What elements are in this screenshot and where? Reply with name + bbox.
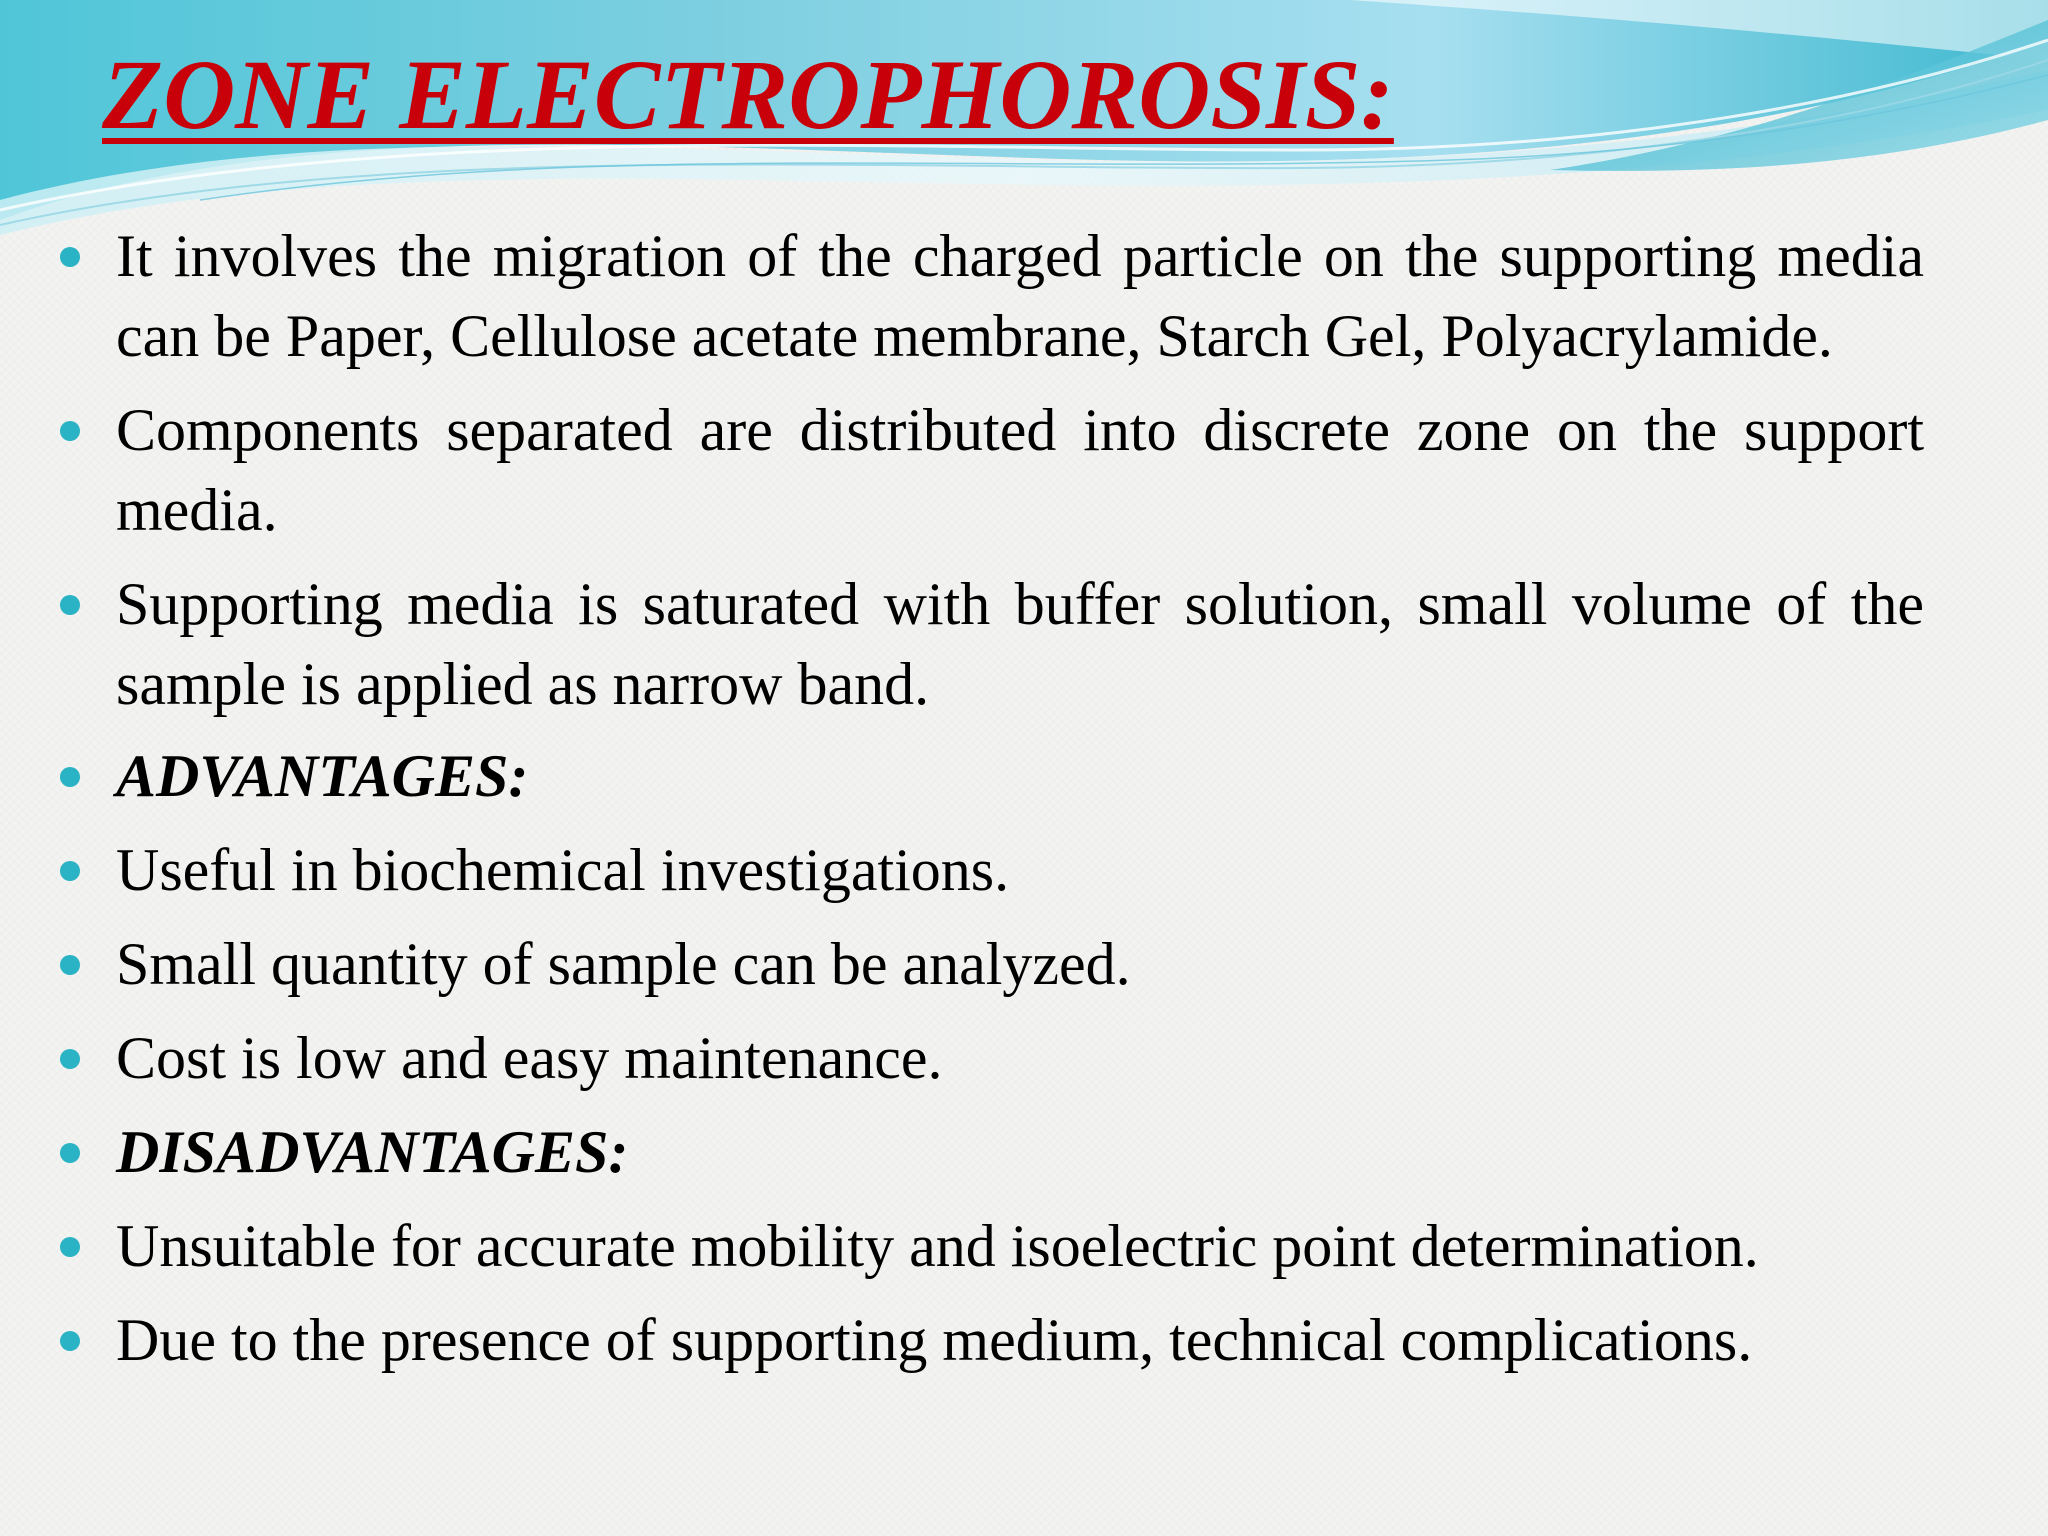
- bullet-text: Unsuitable for accurate mobility and isoelectric point determination.: [116, 1213, 1759, 1279]
- round-bullet-icon: [60, 247, 80, 267]
- bullet-item: [58, 216, 1924, 376]
- bullet-text: DISADVANTAGES:: [116, 1119, 629, 1185]
- bullet-text: Cost is low and easy maintenance.: [116, 1025, 943, 1091]
- bullet-text: Components separated are distributed into discrete zone on the support media.: [116, 397, 1924, 543]
- bullet-item: [58, 564, 1924, 724]
- round-bullet-icon: [60, 595, 80, 615]
- round-bullet-icon: [60, 1049, 80, 1069]
- round-bullet-icon: [60, 1237, 80, 1257]
- round-bullet-icon: [60, 1331, 80, 1351]
- round-bullet-icon: [60, 767, 80, 787]
- page-title: ZONE ELECTROPHOROSIS:: [102, 39, 1394, 150]
- bullet-text: It involves the migration of the charged particle on the supporting media can be Paper, Cellulose acetate membrane, Starch Gel, Polyacrylamide.: [116, 223, 1924, 369]
- bullet-heading: [58, 1112, 1924, 1192]
- bullet-item: [58, 1206, 1924, 1286]
- bullet-text: Useful in biochemical investigations.: [116, 837, 1010, 903]
- bullet-heading: [58, 736, 1924, 816]
- bullet-list: [58, 216, 1924, 1394]
- bullet-item: [58, 924, 1924, 1004]
- round-bullet-icon: [60, 861, 80, 881]
- round-bullet-icon: [60, 421, 80, 441]
- bullet-item: [58, 1018, 1924, 1098]
- bullet-item: [58, 390, 1924, 550]
- bullet-text: Due to the presence of supporting medium, technical complications.: [116, 1307, 1753, 1373]
- bullet-item: [58, 830, 1924, 910]
- round-bullet-icon: [60, 1143, 80, 1163]
- bullet-text: Small quantity of sample can be analyzed.: [116, 931, 1131, 997]
- round-bullet-icon: [60, 955, 80, 975]
- bullet-text: Supporting media is saturated with buffer solution, small volume of the sample is applied as narrow band.: [116, 571, 1924, 717]
- bullet-item: [58, 1300, 1924, 1380]
- bullet-text: ADVANTAGES:: [116, 743, 529, 809]
